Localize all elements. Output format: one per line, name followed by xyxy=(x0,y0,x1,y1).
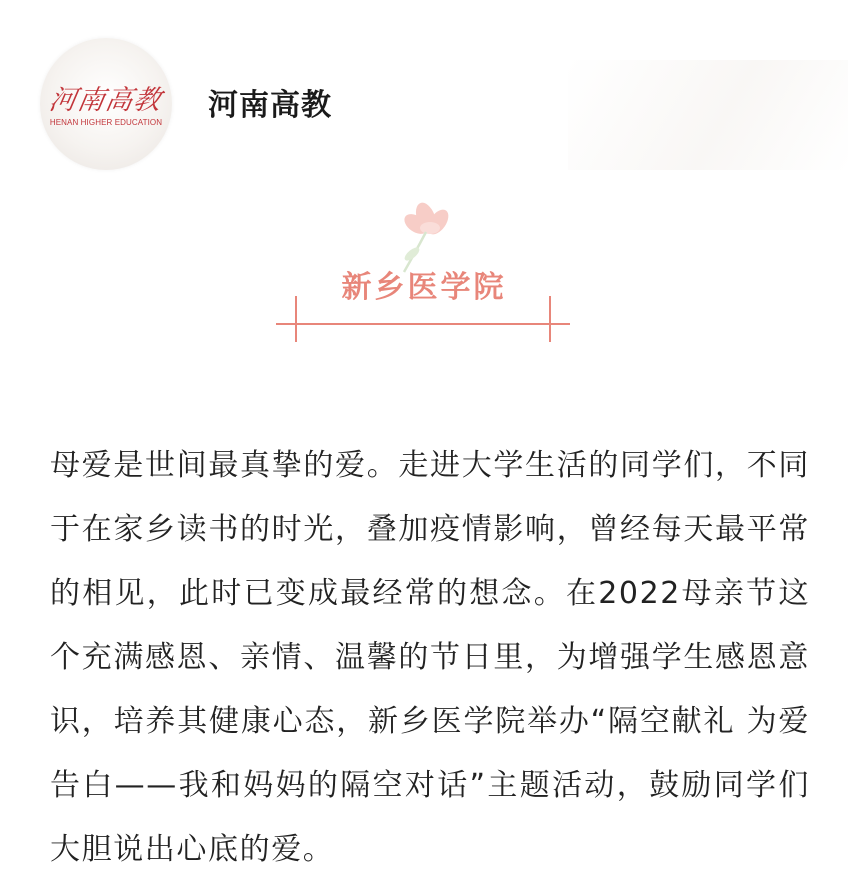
background-haze xyxy=(568,60,848,170)
logo-script-text: 河南高教 xyxy=(46,85,165,116)
section-title: 新乡医学院 xyxy=(341,270,507,305)
account-avatar[interactable] xyxy=(40,38,172,170)
logo-subtitle: HENAN HIGHER EDUCATION xyxy=(49,118,163,127)
account-name[interactable]: 河南高教 xyxy=(208,88,332,123)
account-header xyxy=(0,0,848,200)
title-divider xyxy=(276,296,570,346)
article-paragraph: 母爱是世间最真挚的爱。走进大学生活的同学们，不同于在家乡读书的时光，叠加疫情影响，曾经每天最平常的相见，此时已变成最经常的想念。在2022母亲节这个充满感恩、亲情、温馨的节日里，为增强学生感恩意识，培养其健康心态，新乡医学院举办“隔空献礼 为爱告白——我和妈妈的隔空对话”主题活动，鼓励同学们大胆说出心底的爱。 xyxy=(50,448,810,867)
